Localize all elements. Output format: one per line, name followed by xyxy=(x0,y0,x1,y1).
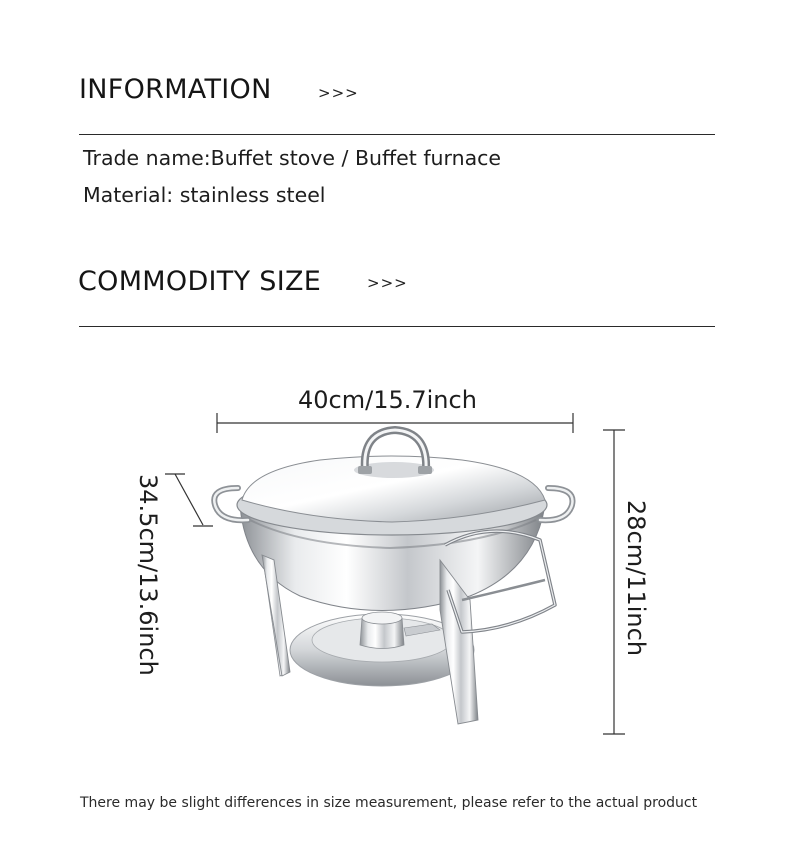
height-dimension-label: 28cm/11inch xyxy=(622,500,650,657)
height-dimension-line xyxy=(603,430,625,734)
information-heading: INFORMATION xyxy=(79,74,272,105)
material-text: Material: stainless steel xyxy=(83,183,326,207)
size-disclaimer-footnote: There may be slight differences in size measurement, please refer to the actual product xyxy=(80,795,698,811)
depth-dimension-label: 34.5cm/13.6inch xyxy=(134,474,162,676)
information-arrows: >>> xyxy=(318,84,359,102)
commodity-size-arrows: >>> xyxy=(367,274,408,292)
trade-name-text: Trade name:Buffet stove / Buffet furnace xyxy=(83,146,502,170)
depth-dimension-line xyxy=(165,474,213,526)
commodity-size-heading: COMMODITY SIZE xyxy=(78,266,322,297)
width-dimension-label: 40cm/15.7inch xyxy=(298,386,477,414)
